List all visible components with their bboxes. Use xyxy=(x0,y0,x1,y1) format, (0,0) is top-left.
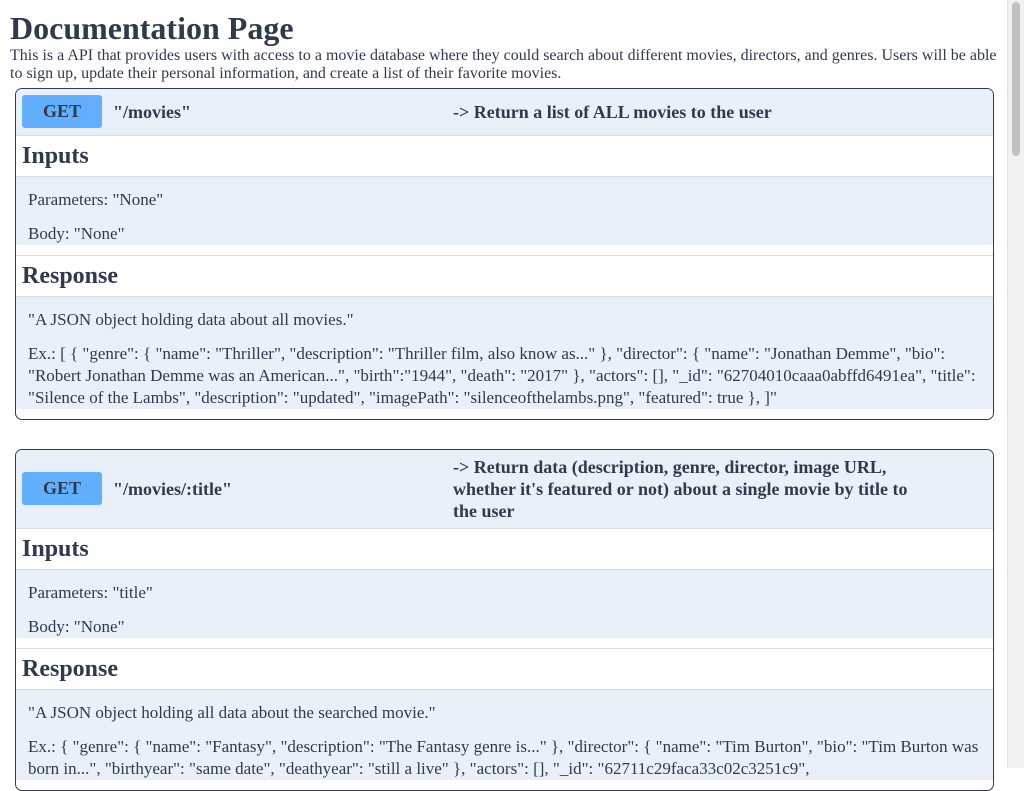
vertical-scrollbar[interactable] xyxy=(1007,0,1024,768)
inputs-heading: Inputs xyxy=(16,136,993,177)
response-section xyxy=(16,297,993,409)
endpoint-path: "/movies" xyxy=(113,102,191,122)
endpoint-path: "/movies/:title" xyxy=(113,479,232,499)
parameters-text: Parameters: "None" xyxy=(28,190,164,209)
body-text: Body: "None" xyxy=(28,617,125,636)
response-summary: "A JSON object holding all data about the searched movie." xyxy=(28,703,436,722)
method-badge[interactable]: GET xyxy=(22,472,102,505)
parameters-text: Parameters: "title" xyxy=(28,583,153,602)
response-summary: "A JSON object holding data about all movies." xyxy=(28,310,354,329)
response-example: Ex.: [ { "genre": { "name": "Thriller", "description": "Thriller film, also know as..." }, "director": { "name": "Jonathan Demme", "bio": "Robert Jonathan Demme was an American...", "birth":"1944", "death": "2017" }, "actors": [], "_id": "62704010caaa0abffd6491ea", "title": "Silence of the Lambs", "description": "updated", "imagePath": "silenceofthelambs.png", "featured": true }, ]" xyxy=(28,344,976,407)
endpoint-card xyxy=(15,449,994,791)
page-title: Documentation Page xyxy=(10,10,294,46)
endpoint-description: -> Return data (description, genre, director, image URL, whether it's featured or not) about a single movie by title to the user xyxy=(453,457,908,521)
response-example: Ex.: { "genre": { "name": "Fantasy", "description": "The Fantasy genre is..." }, "director": { "name": "Tim Burton", "bio": "Tim Burton was born in...", "birthyear": "same date", "deathyear": "still a live" }, "actors": [], "_id": "62711c29faca33c02c3251c9", xyxy=(28,737,979,778)
body-text: Body: "None" xyxy=(28,224,125,243)
method-badge[interactable]: GET xyxy=(22,95,102,128)
endpoint-header[interactable] xyxy=(16,89,993,136)
inputs-heading: Inputs xyxy=(16,529,993,570)
response-heading: Response xyxy=(16,648,993,690)
endpoint-description: -> Return a list of ALL movies to the user xyxy=(453,102,772,122)
page-intro: This is a API that provides users with access to a movie database where they could search about different movies, directors, and genres. Users will be able to sign up, update their personal information, and create a list of their favorite movies. xyxy=(10,47,997,82)
inputs-section xyxy=(16,570,993,638)
scrollbar-thumb[interactable] xyxy=(1012,2,1020,156)
endpoint-card xyxy=(15,88,994,420)
endpoint-header[interactable] xyxy=(16,450,993,529)
response-heading: Response xyxy=(16,255,993,297)
response-section xyxy=(16,690,993,780)
inputs-section xyxy=(16,177,993,245)
